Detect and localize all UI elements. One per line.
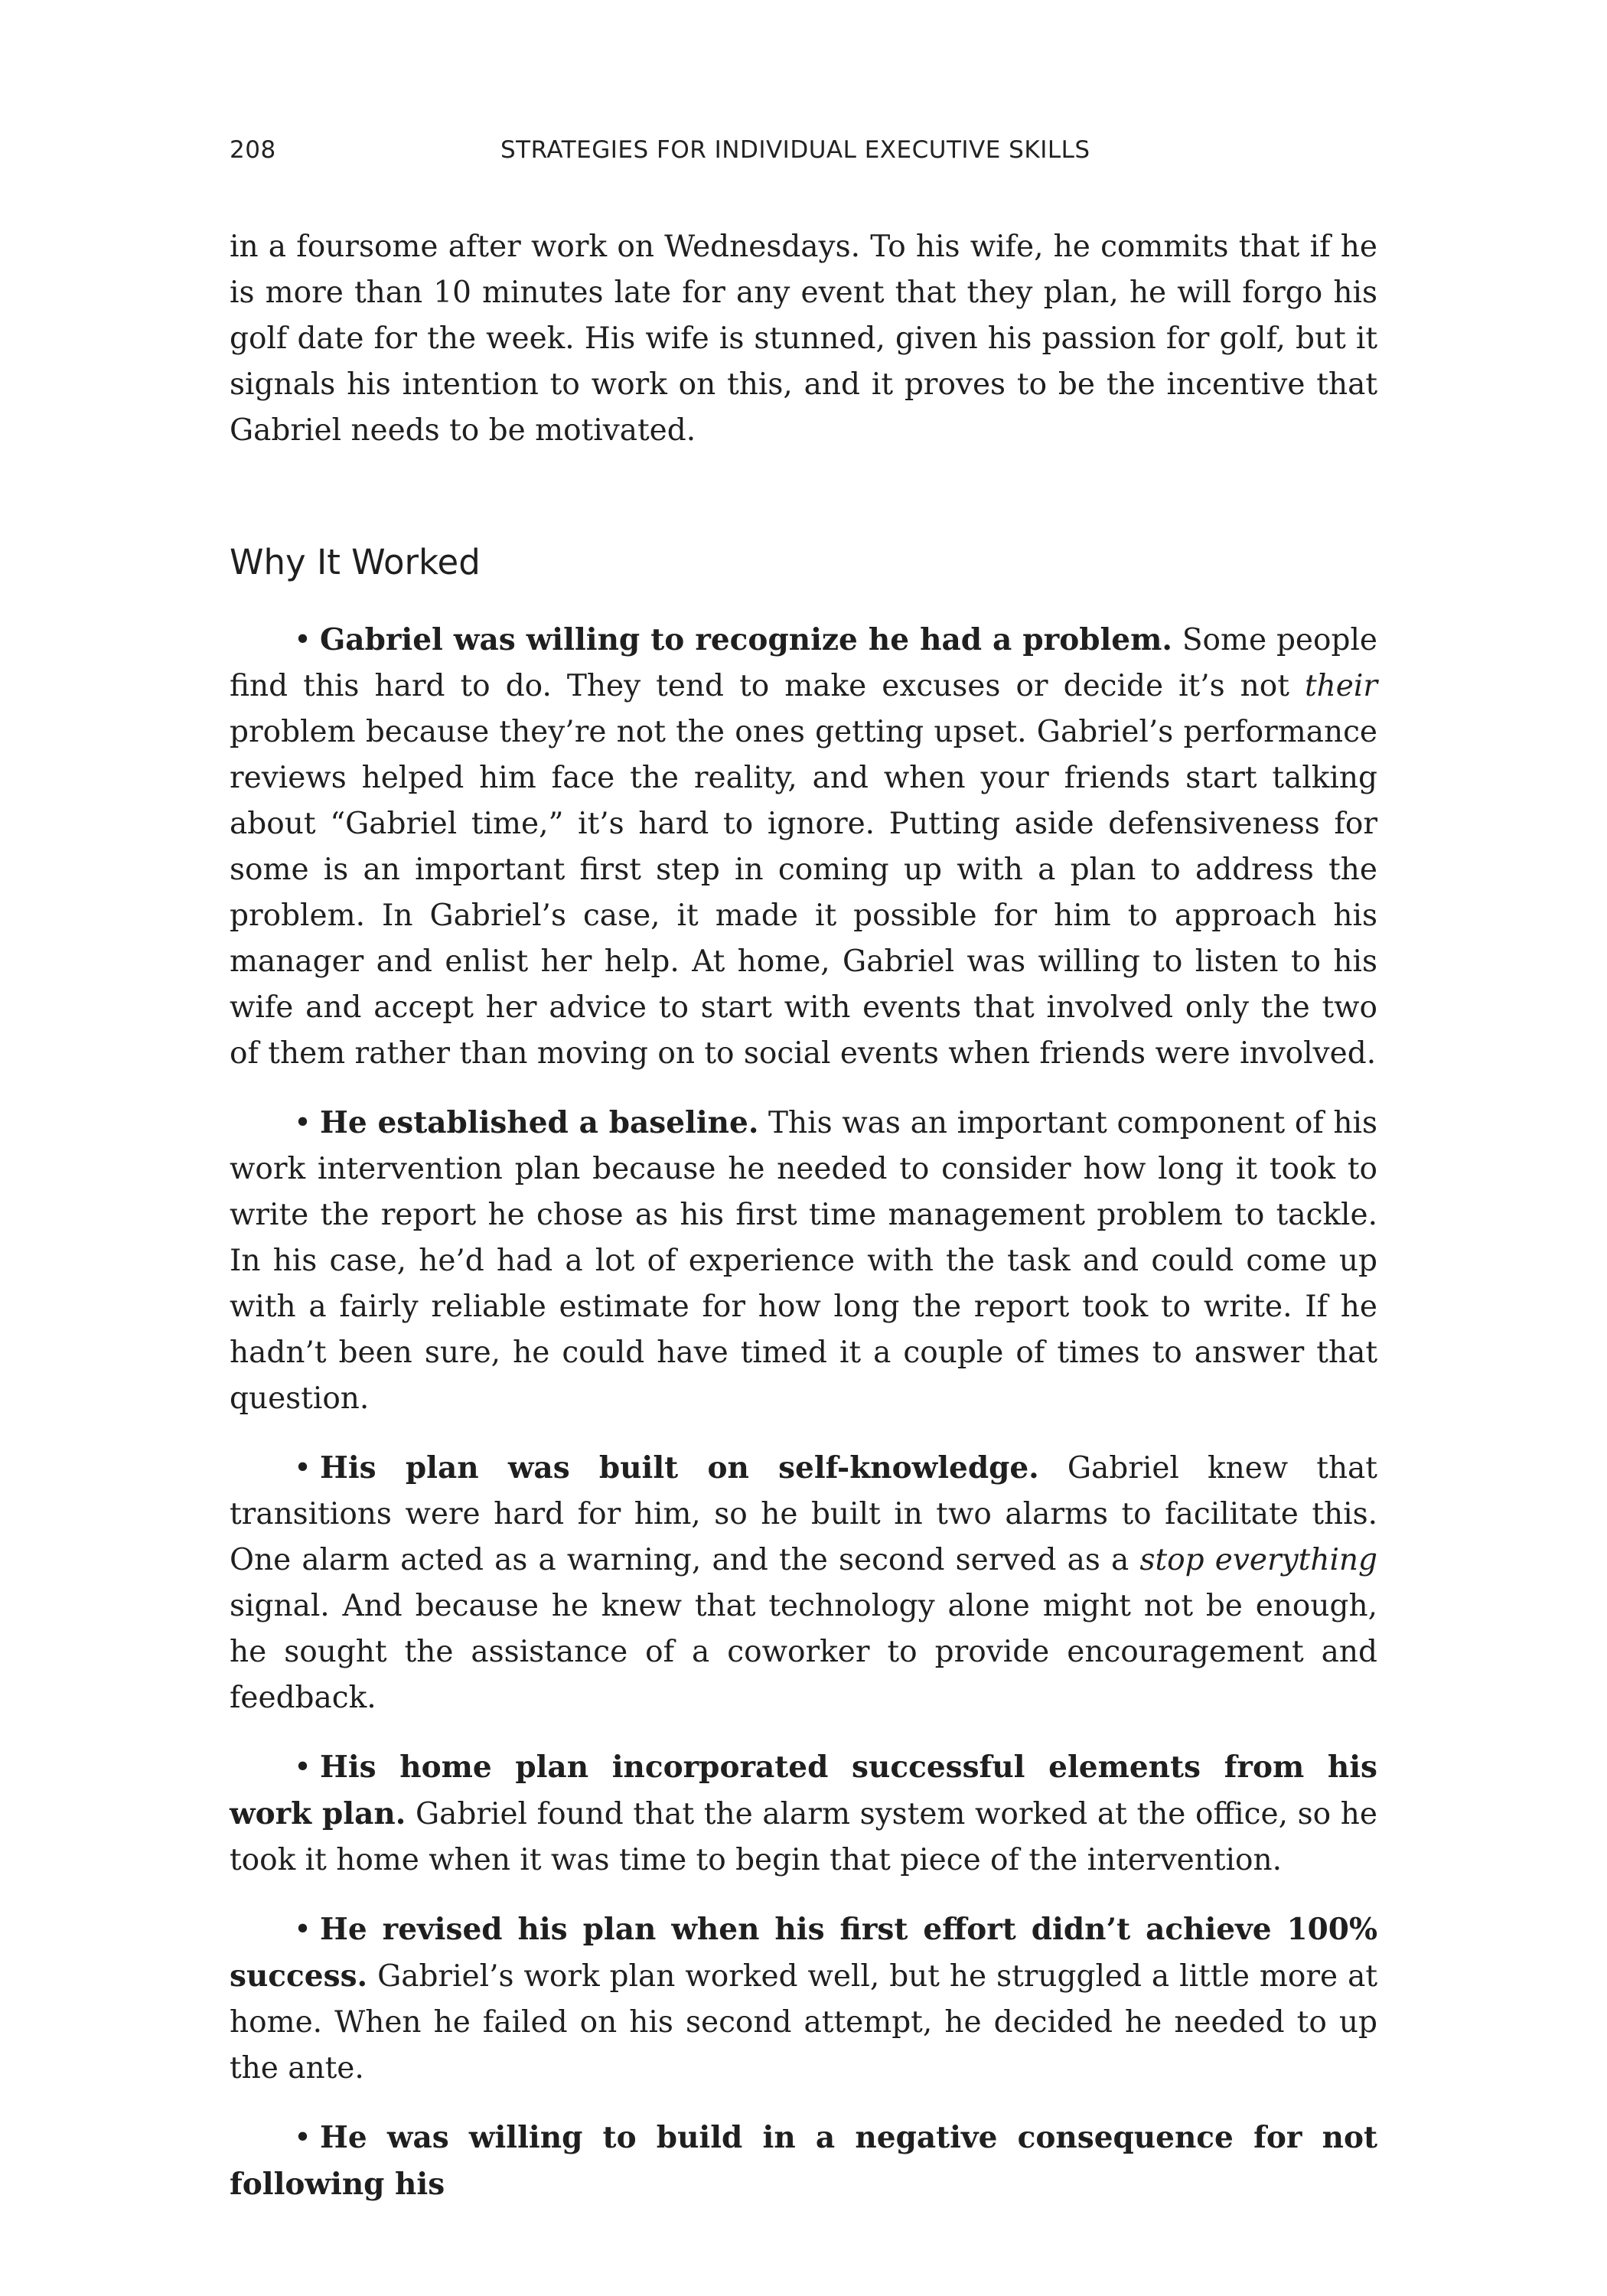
bullet-lead: His home plan incorporated successful elements from his work plan. [230,1750,1377,1831]
bullet-lead: Gabriel was willing to recognize he had a problem. [320,622,1172,657]
bullet-lead: He established a baseline. [320,1105,759,1140]
bullet-text: This was an important component of his work intervention plan because he needed to consider how long it took to write the report he chose as his first time management problem to tackle. In his case, he’d had a lot of experience with the task and could come up with a fairly reliable estimate for how long the report took to write. If he hadn’t been sure, he could have timed it a couple of times to answer that question. [230,1106,1377,1416]
bullet-icon: • [294,1913,312,1947]
bullet-icon: • [294,1451,312,1486]
bullet-item [230,617,1377,1077]
bullet-text: Gabriel knew that transitions were hard for him, so he built in two alarms to facilitate this. One alarm acted as a warning, and the second served as a [230,1451,1377,1577]
bullet-icon: • [294,623,312,657]
bullet-list [230,617,1377,2231]
bullet-text: Some people find this hard to do. They tend to make excuses or decide it’s not [230,623,1377,703]
bullet-icon: • [294,1106,312,1140]
intro-paragraph-block [230,224,1377,454]
bullet-item [230,2115,1377,2208]
bullet-text-continued: signal. And because he knew that technology alone might not be enough, he sought the assistance of a coworker to provide encouragement and feedback. [230,1589,1377,1715]
bullet-lead: He revised his plan when his first effort didn’t achieve 100% success. [230,1912,1377,1994]
intro-paragraph: in a foursome after work on Wednesdays. To his wife, he commits that if he is more than 10 minutes late for any event that they plan, he will forgo his golf date for the week. His wife is stunned, given his passion for golf, but it signals his intention to work on this, and it proves to be the incentive that Gabriel needs to be motivated. [230,230,1377,448]
bullet-lead: He was willing to build in a negative consequence for not following his [230,2120,1377,2202]
page-number: 208 [230,136,276,164]
bullet-text: Gabriel’s work plan worked well, but he struggled a little more at home. When he failed on his second attempt, he decided he needed to up the ante. [230,1959,1377,2086]
bullet-text: Gabriel found that the alarm system worked at the office, so he took it home when it was time to begin that piece of the intervention. [230,1797,1377,1877]
bullet-emphasis: their [1305,669,1377,703]
bullet-item [230,1445,1377,1721]
bullet-icon: • [294,2121,312,2155]
bullet-item [230,1744,1377,1883]
bullet-lead: His plan was built on self-knowledge. [320,1450,1039,1486]
bullet-emphasis: stop everything [1139,1543,1377,1577]
bullet-item [230,1100,1377,1422]
running-title: STRATEGIES FOR INDIVIDUAL EXECUTIVE SKILLS [500,136,1090,164]
running-head [230,136,1377,170]
bullet-icon: • [294,1750,312,1785]
bullet-text-continued: problem because they’re not the ones getting upset. Gabriel’s performance reviews helped him face the reality, and when your friends start talking about “Gabriel time,” it’s hard to ignore. Putting aside defensiveness for some is an important first step in coming up with a plan to address the problem. In Gabriel’s case, it made it possible for him to approach his manager and enlist her help. At home, Gabriel was willing to listen to his wife and accept her advice to start with events that involved only the two of them rather than moving on to social events when friends were involved. [230,715,1377,1071]
section-heading: Why It Worked [230,542,481,582]
bullet-item [230,1906,1377,2092]
